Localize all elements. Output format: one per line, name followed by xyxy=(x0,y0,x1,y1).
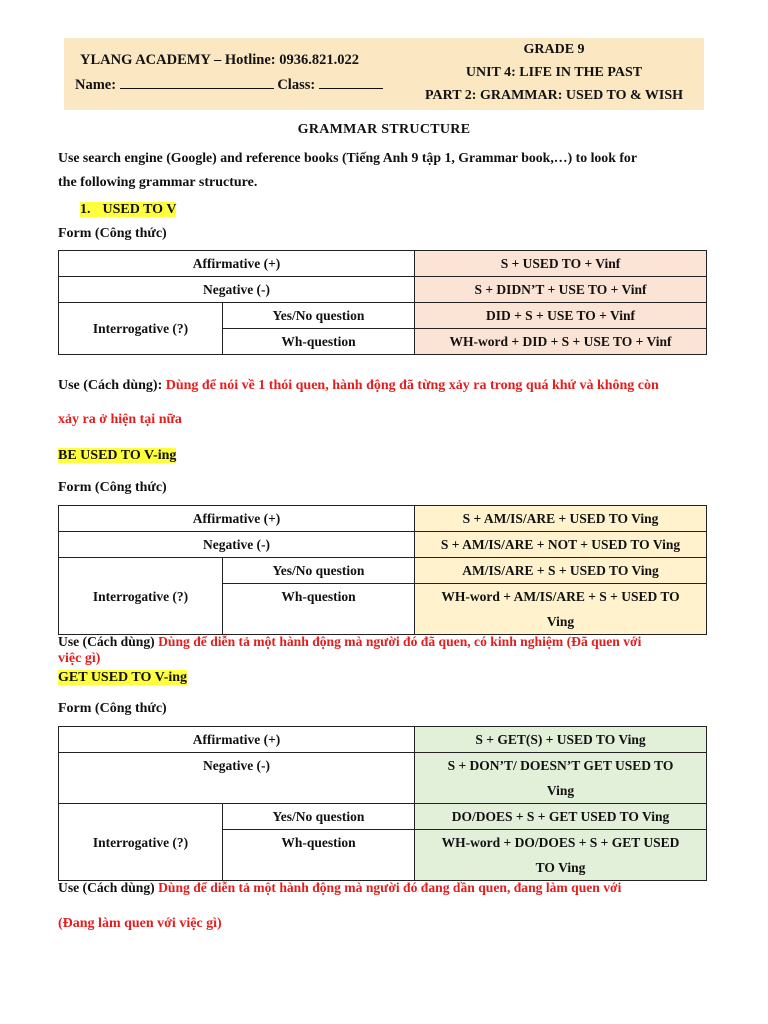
table-row xyxy=(59,727,707,753)
be-used-to-table xyxy=(58,505,707,635)
interrogative-label: Interrogative (?) xyxy=(59,804,223,881)
name-label: Name: xyxy=(75,77,117,93)
use-text: Dùng để nói về 1 thói quen, hành động đã từng xảy ra trong quá khứ và không còn xyxy=(165,378,659,393)
table-row xyxy=(59,303,707,329)
wh-form-line-1: WH-word + DO/DOES + S + GET USED xyxy=(441,835,680,850)
wh-form: WH-word + DID + S + USE TO + Vinf xyxy=(415,329,707,355)
section-heading-text: USED TO V xyxy=(91,202,177,217)
get-used-to-form-label: Form (Công thức) xyxy=(58,701,167,716)
get-used-to-use xyxy=(58,880,718,896)
class-label: Class: xyxy=(277,77,316,93)
section-used-to-heading xyxy=(80,202,176,218)
use-text: Dùng để diễn tả một hành động mà người đó đang dần quen, đang làm quen với xyxy=(158,880,622,895)
intro-line-1: Use search engine (Google) and reference books (Tiếng Anh 9 tập 1, Grammar book,…) to look for xyxy=(58,150,637,165)
negative-form-line-2: Ving xyxy=(546,783,575,798)
yesno-form: DID + S + USE TO + Vinf xyxy=(415,303,707,329)
wh-label: Wh-question xyxy=(223,584,415,635)
used-to-form-label: Form (Công thức) xyxy=(58,226,167,241)
wh-form-line-2: TO Ving xyxy=(535,860,586,875)
use-label: Use (Cách dùng) xyxy=(58,880,155,895)
negative-form-line-1: S + DON’T/ DOESN’T GET USED TO xyxy=(447,758,674,773)
wh-form xyxy=(415,584,707,635)
unit-label: UNIT 4: LIFE IN THE PAST xyxy=(465,65,643,80)
wh-form-line-1: WH-word + AM/IS/ARE + S + USED TO xyxy=(441,589,680,604)
affirmative-label: Affirmative (+) xyxy=(59,251,415,277)
table-row xyxy=(59,251,707,277)
name-blank[interactable] xyxy=(120,76,274,89)
table-row xyxy=(59,532,707,558)
affirmative-label: Affirmative (+) xyxy=(59,727,415,753)
yesno-label: Yes/No question xyxy=(223,804,415,830)
affirmative-label: Affirmative (+) xyxy=(59,506,415,532)
negative-label: Negative (-) xyxy=(59,277,415,303)
section-heading-text: GET USED TO V-ing xyxy=(58,670,188,685)
get-used-to-table xyxy=(58,726,707,881)
wh-label: Wh-question xyxy=(223,329,415,355)
grade-label: GRADE 9 xyxy=(523,42,585,57)
used-to-use xyxy=(58,378,718,394)
yesno-label: Yes/No question xyxy=(223,558,415,584)
wh-form-line-2: Ving xyxy=(546,614,575,629)
interrogative-label: Interrogative (?) xyxy=(59,558,223,635)
class-blank[interactable] xyxy=(319,76,383,89)
table-row xyxy=(59,277,707,303)
academy-hotline: YLANG ACADEMY – Hotline: 0936.821.022 xyxy=(80,52,359,68)
section-heading-text: BE USED TO V-ing xyxy=(58,448,177,463)
use-label: Use (Cách dùng) xyxy=(58,634,155,649)
use-text: Dùng để diễn tả một hành động mà người đó đã quen, có kinh nghiệm (Đã quen với xyxy=(158,634,642,649)
table-row xyxy=(59,506,707,532)
negative-form: S + AM/IS/ARE + NOT + USED TO Ving xyxy=(415,532,707,558)
affirmative-form: S + AM/IS/ARE + USED TO Ving xyxy=(415,506,707,532)
section-number: 1. xyxy=(80,202,91,217)
wh-label: Wh-question xyxy=(223,830,415,881)
intro-line-2: the following grammar structure. xyxy=(58,175,258,190)
be-used-to-form-label: Form (Công thức) xyxy=(58,480,167,495)
table-row xyxy=(59,804,707,830)
yesno-label: Yes/No question xyxy=(223,303,415,329)
table-row xyxy=(59,753,707,804)
interrogative-label: Interrogative (?) xyxy=(59,303,223,355)
section-be-used-to-heading xyxy=(58,446,176,464)
wh-form xyxy=(415,830,707,881)
affirmative-form: S + GET(S) + USED TO Ving xyxy=(415,727,707,753)
get-used-to-use-line-2: (Đang làm quen với việc gì) xyxy=(58,916,222,931)
yesno-form: AM/IS/ARE + S + USED TO Ving xyxy=(415,558,707,584)
be-used-to-use-line-2: việc gì) xyxy=(58,651,101,666)
negative-label: Negative (-) xyxy=(59,532,415,558)
page-title: GRAMMAR STRUCTURE xyxy=(297,122,471,137)
negative-label: Negative (-) xyxy=(59,753,415,804)
affirmative-form: S + USED TO + Vinf xyxy=(415,251,707,277)
negative-form: S + DIDN’T + USE TO + Vinf xyxy=(415,277,707,303)
be-used-to-use xyxy=(58,634,718,650)
negative-form xyxy=(415,753,707,804)
used-to-use-line-2: xảy ra ở hiện tại nữa xyxy=(58,412,182,427)
section-get-used-to-heading xyxy=(58,668,187,686)
table-row xyxy=(59,558,707,584)
yesno-form: DO/DOES + S + GET USED TO Ving xyxy=(415,804,707,830)
header-box xyxy=(64,38,704,110)
name-class-line xyxy=(75,76,383,94)
part-label: PART 2: GRAMMAR: USED TO & WISH xyxy=(424,88,683,103)
use-label: Use (Cách dùng): xyxy=(58,378,163,393)
used-to-table xyxy=(58,250,707,355)
